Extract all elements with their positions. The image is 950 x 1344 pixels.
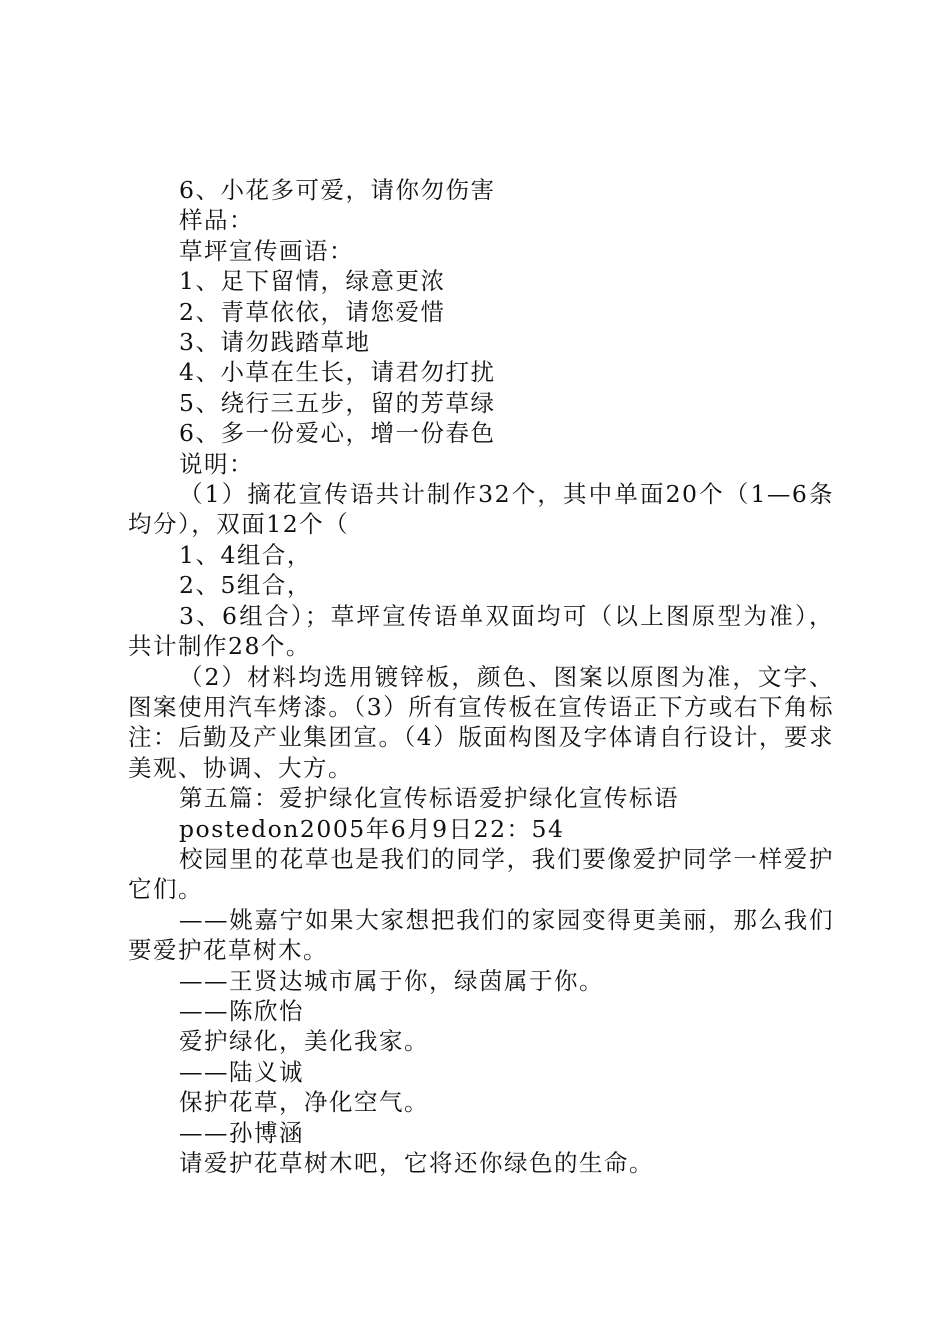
paragraph: ——王贤达城市属于你，绿茵属于你。 <box>179 966 604 995</box>
slogan: 请爱护花草树木吧，它将还你绿色的生命。 <box>179 1149 654 1177</box>
text-line: 6、小花多可爱，请你勿伤害 <box>179 176 496 204</box>
list-item: 6、多一份爱心，增一份春色 <box>179 419 496 448</box>
slogan: 爱护绿化，美化我家。 <box>179 1027 429 1056</box>
section-heading: 说明： <box>179 449 254 478</box>
list-item: 3、请勿践踏草地 <box>179 328 371 357</box>
section-heading: 草坪宣传画语： <box>179 236 354 265</box>
list-item: 5、绕行三五步，留的芳草绿 <box>179 388 496 417</box>
post-date: postedon2005年6月9日22：54 <box>179 814 565 843</box>
document-body <box>128 175 834 1178</box>
paragraph: 3、6组合）；草坪宣传语单双面均可（以上图原型为准），共计制作28个。 <box>128 601 834 661</box>
attribution: ——陈欣怡 <box>179 996 304 1025</box>
section-title: 第五篇：爱护绿化宣传标语爱护绿化宣传标语 <box>179 784 679 813</box>
list-item: 1、4组合， <box>179 540 312 569</box>
attribution: ——陆义诚 <box>179 1057 304 1086</box>
list-item: 4、小草在生长，请君勿打扰 <box>179 358 496 387</box>
list-item: 2、5组合， <box>179 571 312 600</box>
list-item: 2、青草依依，请您爱惜 <box>179 297 446 326</box>
text-line: 样品： <box>179 206 254 235</box>
list-item: 1、足下留情，绿意更浓 <box>179 267 446 296</box>
paragraph: 校园里的花草也是我们的同学，我们要像爱护同学一样爱护它们。 <box>128 844 834 904</box>
attribution: ——孙博涵 <box>179 1118 304 1147</box>
paragraph: （2）材料均选用镀锌板，颜色、图案以原图为准，文字、图案使用汽车烤漆。（3）所有宣传板在宣传语正下方或右下角标注：后勤及产业集团宣。（4）版面构图及字体请自行设计，要求美观、协调、大方。 <box>128 662 834 782</box>
paragraph: ——姚嘉宁如果大家想把我们的家园变得更美丽，那么我们要爱护花草树木。 <box>128 905 834 965</box>
slogan: 保护花草，净化空气。 <box>179 1088 429 1117</box>
paragraph: （1）摘花宣传语共计制作32个，其中单面20个（1—6条均分），双面12个（ <box>128 480 834 539</box>
